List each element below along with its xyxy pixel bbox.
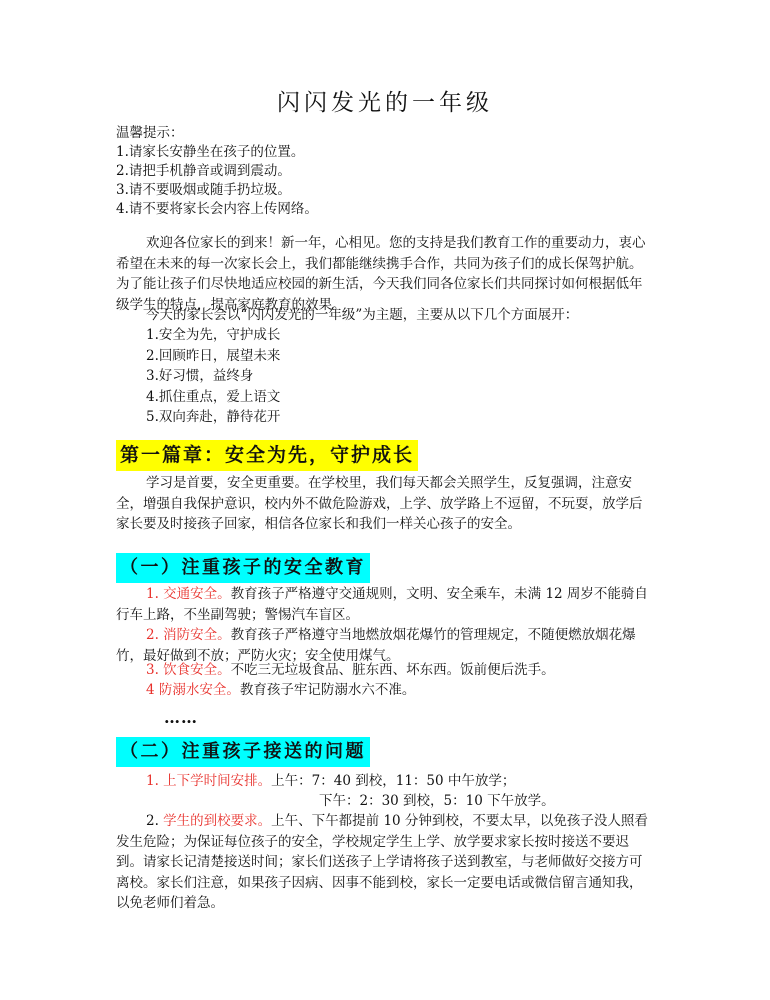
arrival-text: 上午、下午都提前 10 分钟到校，不要太早，以免孩子没人照看发生危险；为保证每位孩子的安全，学校规定学生上学、放学要求家长按时接送不要迟到。请家长记清楚接送时间；家长们送孩子上学请将孩子送到教室，与老师做好交接方可离校。家长们注意，如果孩子因病、因事不能到校，家长一定要电话或微信留言通知我，以免老师们着急。 (116, 813, 648, 911)
reminder-heading: 温馨提示： (116, 125, 184, 141)
safety-item-text: 教育孩子严格遵守交通规则，文明、安全乘车，未满 12 周岁不能骑自行车上路，不坐副驾驶；警惕汽车盲区。 (116, 586, 648, 623)
ellipsis: …… (164, 708, 198, 727)
schedule-line-morning (146, 771, 515, 791)
reminder-item: 1.请家长安静坐在孩子的位置。 (116, 144, 305, 160)
chapter-heading: 第一篇章：安全为先，守护成长 (116, 440, 418, 471)
topic-item: 5.双向奔赴，静待花开 (146, 409, 281, 425)
schedule-label: 1. 上下学时间安排。 (146, 773, 272, 789)
schedule-afternoon: 下午：2：30 到校，5：10 下午放学。 (319, 793, 555, 809)
arrival-prefix: 2. (146, 813, 164, 829)
document-title: 闪闪发光的一年级 (277, 90, 493, 116)
welcome-text: 欢迎各位家长的到来！新一年，心相见。您的支持是我们教育工作的重要动力，衷心希望在未来的每一次家长会上，我们都能继续携手合作，共同为孩子们的成长保驾护航。为了能让孩子们尽快地适应校园的新生活，今天我们同各位家长们共同探讨如何根据低年级学生的特点，提高家庭教育的效果。 (116, 235, 646, 313)
safety-item-label: 2. 消防安全。 (146, 627, 231, 643)
safety-item-text: 教育孩子牢记防溺水六不准。 (239, 682, 416, 698)
theme-paragraph (116, 305, 648, 326)
topic-item: 4.抓住重点，爱上语文 (146, 388, 281, 405)
safety-item-text: 教育孩子严格遵守当地燃放烟花爆竹的管理规定，不随便燃放烟花爆竹，最好做到不放；严防火灾；安全使用煤气。 (116, 627, 636, 664)
topic-item: 2.回顾昨日，展望未来 (146, 347, 281, 364)
safety-item (116, 584, 648, 625)
section-heading-safety: （一）注重孩子的安全教育 (116, 553, 370, 583)
theme-text: 今天的家长会以“闪闪发光的一年级”为主题，主要从以下几个方面展开： (146, 307, 579, 323)
reminder-item: 3.请不要吸烟或随手扔垃圾。 (116, 182, 291, 198)
reminder-item: 2.请把手机静音或调到震动。 (116, 163, 291, 179)
chapter-paragraph (116, 473, 648, 535)
topic-item: 1.安全为先，守护成长 (146, 327, 281, 343)
safety-item-text: 不吃三无垃圾食品、脏东西、坏东西。饭前便后洗手。 (230, 662, 555, 678)
arrival-label: 学生的到校要求。 (163, 813, 272, 829)
section-heading-pickup: （二）注重孩子接送的问题 (116, 737, 370, 767)
arrival-paragraph (116, 811, 648, 914)
safety-item (116, 660, 648, 681)
safety-item-label: 4 防溺水安全。 (146, 682, 240, 698)
chapter-text: 学习是首要，安全更重要。在学校里，我们每天都会关照学生，反复强调，注意安全，增强自我保护意识，校内外不做危险游戏，上学、放学路上不逗留，不玩耍，放学后家长要及时接孩子回家，相信各位家长和我们一样关心孩子的安全。 (116, 475, 643, 532)
topic-list (146, 325, 280, 428)
schedule-morning: 上午：7：40 到校，11：50 中午放学； (271, 773, 516, 789)
topic-item: 3.好习惯，益终身 (146, 368, 254, 384)
safety-item-label: 3. 饮食安全。 (146, 662, 231, 678)
reminder-block (116, 124, 318, 219)
welcome-paragraph (116, 233, 648, 315)
schedule-line-afternoon (319, 791, 555, 811)
safety-item (116, 680, 648, 701)
safety-item-label: 1. 交通安全。 (146, 586, 231, 602)
reminder-item: 4.请不要将家长会内容上传网络。 (116, 201, 318, 217)
